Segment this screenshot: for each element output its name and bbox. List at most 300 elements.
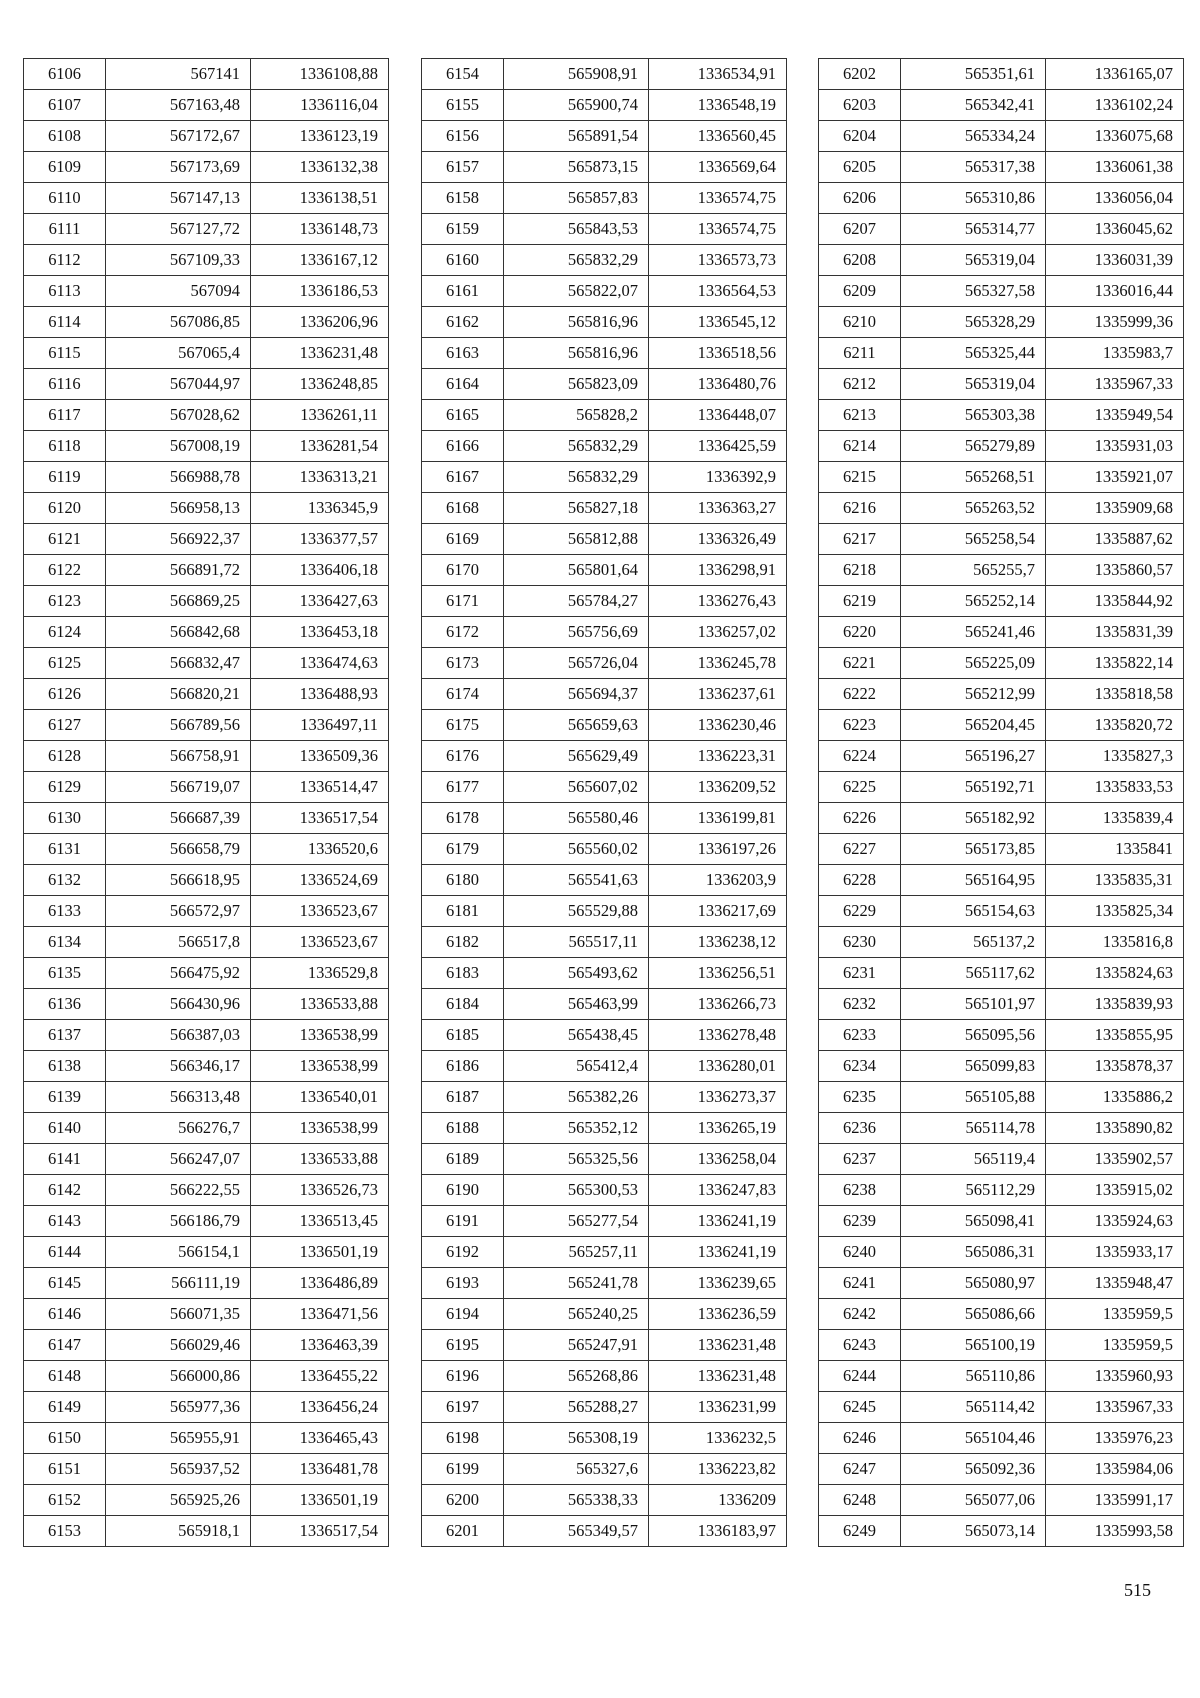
x-coordinate-cell: 565086,66	[901, 1299, 1046, 1330]
table-row	[819, 1113, 1184, 1144]
y-coordinate-cell: 1335902,57	[1046, 1144, 1184, 1175]
point-number-cell: 6242	[819, 1299, 901, 1330]
point-number-cell: 6249	[819, 1516, 901, 1547]
y-coordinate-cell: 1335960,93	[1046, 1361, 1184, 1392]
y-coordinate-cell: 1335844,92	[1046, 586, 1184, 617]
table-row	[819, 617, 1184, 648]
x-coordinate-cell: 565192,71	[901, 772, 1046, 803]
point-number-cell: 6181	[422, 896, 504, 927]
x-coordinate-cell: 566029,46	[106, 1330, 251, 1361]
point-number-cell: 6124	[24, 617, 106, 648]
point-number-cell: 6236	[819, 1113, 901, 1144]
x-coordinate-cell: 567008,19	[106, 431, 251, 462]
table-row	[819, 121, 1184, 152]
x-coordinate-cell: 565756,69	[504, 617, 649, 648]
x-coordinate-cell: 565327,58	[901, 276, 1046, 307]
y-coordinate-cell: 1335999,36	[1046, 307, 1184, 338]
table-row	[422, 1361, 787, 1392]
y-coordinate-cell: 1336206,96	[251, 307, 389, 338]
table-row	[422, 1237, 787, 1268]
point-number-cell: 6178	[422, 803, 504, 834]
table-row	[24, 1020, 389, 1051]
x-coordinate-cell: 565816,96	[504, 338, 649, 369]
point-number-cell: 6111	[24, 214, 106, 245]
x-coordinate-cell: 565607,02	[504, 772, 649, 803]
x-coordinate-cell: 565255,7	[901, 555, 1046, 586]
point-number-cell: 6201	[422, 1516, 504, 1547]
x-coordinate-cell: 565117,62	[901, 958, 1046, 989]
y-coordinate-cell: 1336538,99	[251, 1020, 389, 1051]
y-coordinate-cell: 1336517,54	[251, 1516, 389, 1547]
x-coordinate-cell: 566154,1	[106, 1237, 251, 1268]
x-coordinate-cell: 567173,69	[106, 152, 251, 183]
x-coordinate-cell: 565342,41	[901, 90, 1046, 121]
x-coordinate-cell: 565541,63	[504, 865, 649, 896]
x-coordinate-cell: 565891,54	[504, 121, 649, 152]
point-number-cell: 6158	[422, 183, 504, 214]
x-coordinate-cell: 567147,13	[106, 183, 251, 214]
table-row	[24, 307, 389, 338]
point-number-cell: 6202	[819, 59, 901, 90]
table-row	[24, 1392, 389, 1423]
y-coordinate-cell: 1336564,53	[649, 276, 787, 307]
x-coordinate-cell: 567086,85	[106, 307, 251, 338]
point-number-cell: 6125	[24, 648, 106, 679]
y-coordinate-cell: 1336533,88	[251, 989, 389, 1020]
table-row	[819, 1454, 1184, 1485]
point-number-cell: 6134	[24, 927, 106, 958]
point-number-cell: 6230	[819, 927, 901, 958]
table-row	[819, 772, 1184, 803]
point-number-cell: 6189	[422, 1144, 504, 1175]
y-coordinate-cell: 1336392,9	[649, 462, 787, 493]
y-coordinate-cell: 1336455,22	[251, 1361, 389, 1392]
coordinates-table-2	[421, 58, 787, 1547]
point-number-cell: 6212	[819, 369, 901, 400]
y-coordinate-cell: 1335931,03	[1046, 431, 1184, 462]
table-row	[422, 369, 787, 400]
y-coordinate-cell: 1336526,73	[251, 1175, 389, 1206]
y-coordinate-cell: 1336261,11	[251, 400, 389, 431]
x-coordinate-cell: 565173,85	[901, 834, 1046, 865]
x-coordinate-cell: 565977,36	[106, 1392, 251, 1423]
y-coordinate-cell: 1336273,37	[649, 1082, 787, 1113]
x-coordinate-cell: 566988,78	[106, 462, 251, 493]
x-coordinate-cell: 565263,52	[901, 493, 1046, 524]
y-coordinate-cell: 1336363,27	[649, 493, 787, 524]
table-row	[422, 710, 787, 741]
y-coordinate-cell: 1335933,17	[1046, 1237, 1184, 1268]
x-coordinate-cell: 567028,62	[106, 400, 251, 431]
point-number-cell: 6216	[819, 493, 901, 524]
x-coordinate-cell: 567109,33	[106, 245, 251, 276]
point-number-cell: 6168	[422, 493, 504, 524]
y-coordinate-cell: 1335890,82	[1046, 1113, 1184, 1144]
point-number-cell: 6148	[24, 1361, 106, 1392]
y-coordinate-cell: 1336056,04	[1046, 183, 1184, 214]
x-coordinate-cell: 565955,91	[106, 1423, 251, 1454]
table-row	[819, 834, 1184, 865]
y-coordinate-cell: 1336230,46	[649, 710, 787, 741]
table-row	[24, 1299, 389, 1330]
x-coordinate-cell: 566658,79	[106, 834, 251, 865]
y-coordinate-cell: 1336209,52	[649, 772, 787, 803]
x-coordinate-cell: 565317,38	[901, 152, 1046, 183]
table-row	[24, 1361, 389, 1392]
point-number-cell: 6247	[819, 1454, 901, 1485]
x-coordinate-cell: 565119,4	[901, 1144, 1046, 1175]
table-row	[422, 493, 787, 524]
table-row	[819, 555, 1184, 586]
x-coordinate-cell: 565114,78	[901, 1113, 1046, 1144]
point-number-cell: 6238	[819, 1175, 901, 1206]
x-coordinate-cell: 567127,72	[106, 214, 251, 245]
point-number-cell: 6185	[422, 1020, 504, 1051]
y-coordinate-cell: 1336256,51	[649, 958, 787, 989]
table-row	[24, 741, 389, 772]
y-coordinate-cell: 1336232,5	[649, 1423, 787, 1454]
y-coordinate-cell: 1336514,47	[251, 772, 389, 803]
table-row	[422, 307, 787, 338]
table-row	[24, 1516, 389, 1547]
point-number-cell: 6243	[819, 1330, 901, 1361]
x-coordinate-cell: 565812,88	[504, 524, 649, 555]
y-coordinate-cell: 1336548,19	[649, 90, 787, 121]
point-number-cell: 6149	[24, 1392, 106, 1423]
point-number-cell: 6129	[24, 772, 106, 803]
x-coordinate-cell: 565137,2	[901, 927, 1046, 958]
point-number-cell: 6147	[24, 1330, 106, 1361]
y-coordinate-cell: 1336203,9	[649, 865, 787, 896]
table-row	[819, 214, 1184, 245]
y-coordinate-cell: 1336533,88	[251, 1144, 389, 1175]
x-coordinate-cell: 565279,89	[901, 431, 1046, 462]
point-number-cell: 6120	[24, 493, 106, 524]
y-coordinate-cell: 1336183,97	[649, 1516, 787, 1547]
point-number-cell: 6142	[24, 1175, 106, 1206]
point-number-cell: 6215	[819, 462, 901, 493]
point-number-cell: 6193	[422, 1268, 504, 1299]
x-coordinate-cell: 565098,41	[901, 1206, 1046, 1237]
table-row	[819, 1206, 1184, 1237]
point-number-cell: 6172	[422, 617, 504, 648]
point-number-cell: 6199	[422, 1454, 504, 1485]
table-row	[24, 524, 389, 555]
x-coordinate-cell: 566869,25	[106, 586, 251, 617]
point-number-cell: 6132	[24, 865, 106, 896]
y-coordinate-cell: 1336488,93	[251, 679, 389, 710]
y-coordinate-cell: 1336231,99	[649, 1392, 787, 1423]
table-row	[422, 1423, 787, 1454]
point-number-cell: 6239	[819, 1206, 901, 1237]
point-number-cell: 6235	[819, 1082, 901, 1113]
x-coordinate-cell: 565303,38	[901, 400, 1046, 431]
point-number-cell: 6144	[24, 1237, 106, 1268]
x-coordinate-cell: 565843,53	[504, 214, 649, 245]
point-number-cell: 6192	[422, 1237, 504, 1268]
point-number-cell: 6127	[24, 710, 106, 741]
point-number-cell: 6128	[24, 741, 106, 772]
point-number-cell: 6165	[422, 400, 504, 431]
table-row	[24, 152, 389, 183]
point-number-cell: 6167	[422, 462, 504, 493]
x-coordinate-cell: 567065,4	[106, 338, 251, 369]
y-coordinate-cell: 1336165,07	[1046, 59, 1184, 90]
table-row	[819, 1082, 1184, 1113]
x-coordinate-cell: 565240,25	[504, 1299, 649, 1330]
x-coordinate-cell: 565314,77	[901, 214, 1046, 245]
table-row	[422, 958, 787, 989]
y-coordinate-cell: 1336031,39	[1046, 245, 1184, 276]
x-coordinate-cell: 566111,19	[106, 1268, 251, 1299]
point-number-cell: 6198	[422, 1423, 504, 1454]
table-row	[819, 524, 1184, 555]
x-coordinate-cell: 566517,8	[106, 927, 251, 958]
y-coordinate-cell: 1336538,99	[251, 1051, 389, 1082]
y-coordinate-cell: 1336231,48	[649, 1330, 787, 1361]
point-number-cell: 6194	[422, 1299, 504, 1330]
table-row	[24, 834, 389, 865]
y-coordinate-cell: 1335887,62	[1046, 524, 1184, 555]
x-coordinate-cell: 565099,83	[901, 1051, 1046, 1082]
table-row	[422, 772, 787, 803]
point-number-cell: 6208	[819, 245, 901, 276]
point-number-cell: 6114	[24, 307, 106, 338]
table-row	[422, 865, 787, 896]
point-number-cell: 6135	[24, 958, 106, 989]
point-number-cell: 6186	[422, 1051, 504, 1082]
table-row	[24, 865, 389, 896]
point-number-cell: 6207	[819, 214, 901, 245]
table-row	[819, 338, 1184, 369]
y-coordinate-cell: 1336241,19	[649, 1206, 787, 1237]
point-number-cell: 6171	[422, 586, 504, 617]
y-coordinate-cell: 1336138,51	[251, 183, 389, 214]
x-coordinate-cell: 565659,63	[504, 710, 649, 741]
point-number-cell: 6245	[819, 1392, 901, 1423]
point-number-cell: 6244	[819, 1361, 901, 1392]
point-number-cell: 6210	[819, 307, 901, 338]
x-coordinate-cell: 565268,86	[504, 1361, 649, 1392]
table-row	[24, 59, 389, 90]
y-coordinate-cell: 1336569,64	[649, 152, 787, 183]
y-coordinate-cell: 1335915,02	[1046, 1175, 1184, 1206]
table-row	[422, 834, 787, 865]
point-number-cell: 6180	[422, 865, 504, 896]
x-coordinate-cell: 565560,02	[504, 834, 649, 865]
y-coordinate-cell: 1336540,01	[251, 1082, 389, 1113]
y-coordinate-cell: 1335841	[1046, 834, 1184, 865]
y-coordinate-cell: 1336239,65	[649, 1268, 787, 1299]
x-coordinate-cell: 565308,19	[504, 1423, 649, 1454]
x-coordinate-cell: 566222,55	[106, 1175, 251, 1206]
y-coordinate-cell: 1336474,63	[251, 648, 389, 679]
y-coordinate-cell: 1336197,26	[649, 834, 787, 865]
x-coordinate-cell: 565832,29	[504, 462, 649, 493]
x-coordinate-cell: 565258,54	[901, 524, 1046, 555]
table-row	[422, 617, 787, 648]
table-row	[819, 1361, 1184, 1392]
y-coordinate-cell: 1336223,31	[649, 741, 787, 772]
point-number-cell: 6113	[24, 276, 106, 307]
point-number-cell: 6154	[422, 59, 504, 90]
y-coordinate-cell: 1336231,48	[251, 338, 389, 369]
table-row	[819, 803, 1184, 834]
x-coordinate-cell: 565925,26	[106, 1485, 251, 1516]
point-number-cell: 6205	[819, 152, 901, 183]
x-coordinate-cell: 565300,53	[504, 1175, 649, 1206]
table-row	[24, 431, 389, 462]
point-number-cell: 6224	[819, 741, 901, 772]
x-coordinate-cell: 565828,2	[504, 400, 649, 431]
y-coordinate-cell: 1336238,12	[649, 927, 787, 958]
y-coordinate-cell: 1336223,82	[649, 1454, 787, 1485]
y-coordinate-cell: 1336481,78	[251, 1454, 389, 1485]
x-coordinate-cell: 565816,96	[504, 307, 649, 338]
point-number-cell: 6175	[422, 710, 504, 741]
table-row	[24, 927, 389, 958]
table-row	[24, 772, 389, 803]
y-coordinate-cell: 1336248,85	[251, 369, 389, 400]
table-row	[819, 307, 1184, 338]
y-coordinate-cell: 1336298,91	[649, 555, 787, 586]
point-number-cell: 6138	[24, 1051, 106, 1082]
table-row	[819, 1485, 1184, 1516]
table-row	[24, 896, 389, 927]
table-row	[422, 1485, 787, 1516]
point-number-cell: 6110	[24, 183, 106, 214]
table-row	[422, 152, 787, 183]
x-coordinate-cell: 565095,56	[901, 1020, 1046, 1051]
y-coordinate-cell: 1335833,53	[1046, 772, 1184, 803]
y-coordinate-cell: 1335924,63	[1046, 1206, 1184, 1237]
y-coordinate-cell: 1336524,69	[251, 865, 389, 896]
table-row	[819, 1423, 1184, 1454]
table-row	[24, 1330, 389, 1361]
table-row	[24, 214, 389, 245]
point-number-cell: 6197	[422, 1392, 504, 1423]
y-coordinate-cell: 1336574,75	[649, 214, 787, 245]
y-coordinate-cell: 1336236,59	[649, 1299, 787, 1330]
table-row	[24, 1144, 389, 1175]
y-coordinate-cell: 1336345,9	[251, 493, 389, 524]
y-coordinate-cell: 1336199,81	[649, 803, 787, 834]
x-coordinate-cell: 565086,31	[901, 1237, 1046, 1268]
table-row	[24, 989, 389, 1020]
y-coordinate-cell: 1336427,63	[251, 586, 389, 617]
y-coordinate-cell: 1336560,45	[649, 121, 787, 152]
x-coordinate-cell: 565827,18	[504, 493, 649, 524]
y-coordinate-cell: 1336132,38	[251, 152, 389, 183]
table-row	[422, 1330, 787, 1361]
y-coordinate-cell: 1335886,2	[1046, 1082, 1184, 1113]
y-coordinate-cell: 1336520,6	[251, 834, 389, 865]
y-coordinate-cell: 1335822,14	[1046, 648, 1184, 679]
y-coordinate-cell: 1336075,68	[1046, 121, 1184, 152]
y-coordinate-cell: 1335959,5	[1046, 1330, 1184, 1361]
x-coordinate-cell: 565196,27	[901, 741, 1046, 772]
x-coordinate-cell: 565154,63	[901, 896, 1046, 927]
y-coordinate-cell: 1336278,48	[649, 1020, 787, 1051]
x-coordinate-cell: 566387,03	[106, 1020, 251, 1051]
point-number-cell: 6118	[24, 431, 106, 462]
x-coordinate-cell: 565268,51	[901, 462, 1046, 493]
point-number-cell: 6220	[819, 617, 901, 648]
y-coordinate-cell: 1335824,63	[1046, 958, 1184, 989]
x-coordinate-cell: 565247,91	[504, 1330, 649, 1361]
y-coordinate-cell: 1336448,07	[649, 400, 787, 431]
point-number-cell: 6191	[422, 1206, 504, 1237]
y-coordinate-cell: 1336016,44	[1046, 276, 1184, 307]
table-row	[819, 152, 1184, 183]
x-coordinate-cell: 565937,52	[106, 1454, 251, 1485]
x-coordinate-cell: 566430,96	[106, 989, 251, 1020]
x-coordinate-cell: 565225,09	[901, 648, 1046, 679]
x-coordinate-cell: 565164,95	[901, 865, 1046, 896]
point-number-cell: 6228	[819, 865, 901, 896]
x-coordinate-cell: 566475,92	[106, 958, 251, 989]
point-number-cell: 6106	[24, 59, 106, 90]
y-coordinate-cell: 1336534,91	[649, 59, 787, 90]
x-coordinate-cell: 565110,86	[901, 1361, 1046, 1392]
table-row	[422, 245, 787, 276]
table-row	[24, 710, 389, 741]
point-number-cell: 6229	[819, 896, 901, 927]
x-coordinate-cell: 566922,37	[106, 524, 251, 555]
x-coordinate-cell: 565325,44	[901, 338, 1046, 369]
table-row	[24, 493, 389, 524]
x-coordinate-cell: 565101,97	[901, 989, 1046, 1020]
table-row	[422, 1454, 787, 1485]
x-coordinate-cell: 565832,29	[504, 245, 649, 276]
y-coordinate-cell: 1336116,04	[251, 90, 389, 121]
x-coordinate-cell: 567094	[106, 276, 251, 307]
x-coordinate-cell: 565726,04	[504, 648, 649, 679]
x-coordinate-cell: 565073,14	[901, 1516, 1046, 1547]
x-coordinate-cell: 565823,09	[504, 369, 649, 400]
y-coordinate-cell: 1335967,33	[1046, 369, 1184, 400]
y-coordinate-cell: 1336509,36	[251, 741, 389, 772]
table-row	[819, 958, 1184, 989]
table-row	[819, 648, 1184, 679]
point-number-cell: 6240	[819, 1237, 901, 1268]
table-row	[819, 710, 1184, 741]
table-row	[819, 462, 1184, 493]
table-row	[24, 245, 389, 276]
y-coordinate-cell: 1336523,67	[251, 896, 389, 927]
table-row	[422, 803, 787, 834]
y-coordinate-cell: 1336377,57	[251, 524, 389, 555]
point-number-cell: 6162	[422, 307, 504, 338]
point-number-cell: 6223	[819, 710, 901, 741]
point-number-cell: 6123	[24, 586, 106, 617]
point-number-cell: 6246	[819, 1423, 901, 1454]
y-coordinate-cell: 1336247,83	[649, 1175, 787, 1206]
y-coordinate-cell: 1335993,58	[1046, 1516, 1184, 1547]
x-coordinate-cell: 565463,99	[504, 989, 649, 1020]
table-row	[422, 183, 787, 214]
x-coordinate-cell: 565252,14	[901, 586, 1046, 617]
x-coordinate-cell: 565338,33	[504, 1485, 649, 1516]
point-number-cell: 6226	[819, 803, 901, 834]
y-coordinate-cell: 1336471,56	[251, 1299, 389, 1330]
y-coordinate-cell: 1335991,17	[1046, 1485, 1184, 1516]
table-row	[422, 1268, 787, 1299]
y-coordinate-cell: 1335860,57	[1046, 555, 1184, 586]
table-row	[24, 586, 389, 617]
x-coordinate-cell: 566346,17	[106, 1051, 251, 1082]
y-coordinate-cell: 1335855,95	[1046, 1020, 1184, 1051]
